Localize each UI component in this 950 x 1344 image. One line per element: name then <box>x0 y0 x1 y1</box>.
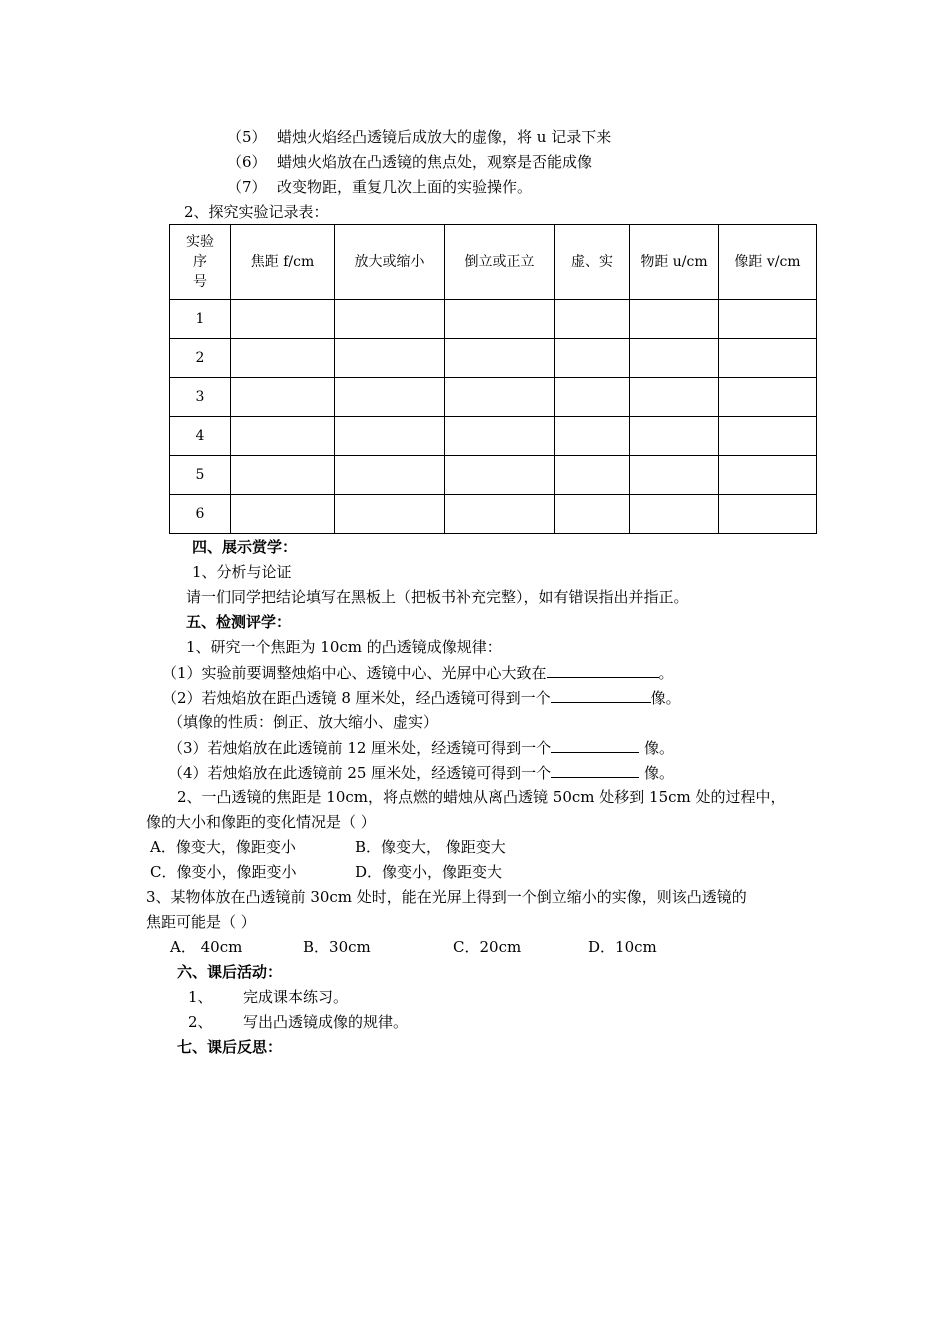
header-image-distance: 像距 v/cm <box>719 225 817 300</box>
header-inverted-or-upright: 倒立或正立 <box>445 225 555 300</box>
table-cell[interactable] <box>630 456 719 495</box>
table-row <box>170 300 817 339</box>
table-cell[interactable] <box>555 495 630 534</box>
q1-part-4: （4）若烛焰放在此透镜前 25 厘米处，经透镜可得到一个 像。 <box>168 764 674 782</box>
step-number: （7） <box>227 178 267 196</box>
table-cell[interactable] <box>630 300 719 339</box>
table-cell[interactable] <box>555 300 630 339</box>
answer-blank[interactable] <box>551 687 651 703</box>
row-number: 6 <box>170 495 231 534</box>
table-cell[interactable] <box>445 339 555 378</box>
row-number: 3 <box>170 378 231 417</box>
table-cell[interactable] <box>231 339 335 378</box>
section-7-title: 七、课后反思： <box>177 1038 283 1056</box>
table-cell[interactable] <box>335 456 445 495</box>
table-cell[interactable] <box>231 300 335 339</box>
q3-line-2: 焦距可能是（ ） <box>146 913 256 931</box>
table-cell[interactable] <box>719 456 817 495</box>
table-row <box>170 495 817 534</box>
q3-options <box>170 937 657 957</box>
option-a[interactable]: A．像变大，像距变小 <box>150 838 296 856</box>
table-cell[interactable] <box>719 495 817 534</box>
step-number: （6） <box>227 153 267 171</box>
header-trial-number: 实验 序 号 <box>170 225 231 300</box>
table-cell[interactable] <box>719 378 817 417</box>
table-cell[interactable] <box>231 456 335 495</box>
table-header-row <box>170 225 817 300</box>
section-4-item-1: 1、分析与论证 <box>192 563 292 581</box>
table-row <box>170 456 817 495</box>
table-cell[interactable] <box>445 378 555 417</box>
step-6 <box>227 152 592 172</box>
table-cell[interactable] <box>630 495 719 534</box>
section-6-item-1: 1、 完成课本练习。 <box>188 988 349 1006</box>
option-c[interactable]: C．像变小，像距变小 <box>150 863 297 881</box>
q1-part-2: （2）若烛焰放在距凸透镜 8 厘米处，经凸透镜可得到一个 像。 <box>162 689 681 707</box>
table-title: 2、探究实验记录表： <box>184 203 329 221</box>
table-cell[interactable] <box>335 495 445 534</box>
answer-blank[interactable] <box>551 762 639 778</box>
q1-part-2-note: （填像的性质：倒正、放大缩小、虚实） <box>168 713 439 731</box>
section-6-item-2: 2、 写出凸透镜成像的规律。 <box>188 1013 409 1031</box>
answer-blank[interactable] <box>551 737 639 753</box>
table-cell[interactable] <box>630 378 719 417</box>
table-cell[interactable] <box>231 417 335 456</box>
option-c[interactable]: C．20cm <box>453 938 522 956</box>
option-d[interactable]: D．10cm <box>588 938 657 956</box>
step-text: 蜡烛火焰经凸透镜后成放大的虚像，将 u 记录下来 <box>277 128 612 146</box>
option-b[interactable]: B．30cm <box>303 938 371 956</box>
section-4-text: 请一们同学把结论填写在黑板上（把板书补充完整），如有错误指出并指正。 <box>186 588 689 606</box>
q1-part-3: （3）若烛焰放在此透镜前 12 厘米处，经透镜可得到一个 像。 <box>168 739 674 757</box>
table-row <box>170 417 817 456</box>
table-cell[interactable] <box>445 456 555 495</box>
table-row <box>170 339 817 378</box>
q1-stem: 1、研究一个焦距为 10cm 的凸透镜成像规律： <box>186 638 502 656</box>
table-cell[interactable] <box>335 417 445 456</box>
row-number: 5 <box>170 456 231 495</box>
table-cell[interactable] <box>445 417 555 456</box>
answer-blank[interactable] <box>547 662 659 678</box>
table-cell[interactable] <box>335 339 445 378</box>
header-object-distance: 物距 u/cm <box>630 225 719 300</box>
row-number: 2 <box>170 339 231 378</box>
option-d[interactable]: D．像变小，像距变大 <box>355 863 503 881</box>
table-cell[interactable] <box>335 378 445 417</box>
q1-part-1: （1）实验前要调整烛焰中心、透镜中心、光屏中心大致在 。 <box>162 664 674 682</box>
q2-options-cd <box>150 862 502 882</box>
section-6-title: 六、课后活动： <box>177 963 283 981</box>
option-a[interactable]: A． 40cm <box>170 938 243 956</box>
table-cell[interactable] <box>555 456 630 495</box>
table-cell[interactable] <box>719 417 817 456</box>
table-cell[interactable] <box>445 495 555 534</box>
table-cell[interactable] <box>231 378 335 417</box>
table-cell[interactable] <box>719 339 817 378</box>
step-text: 蜡烛火焰放在凸透镜的焦点处，观察是否能成像 <box>277 153 593 171</box>
header-virtual-or-real: 虚、实 <box>555 225 630 300</box>
table-cell[interactable] <box>231 495 335 534</box>
step-5 <box>227 127 611 147</box>
table-cell[interactable] <box>555 378 630 417</box>
section-4-title: 四、展示赏学： <box>192 538 298 556</box>
step-text: 改变物距，重复几次上面的实验操作。 <box>277 178 533 196</box>
table-cell[interactable] <box>630 417 719 456</box>
q2-options-ab <box>150 837 506 857</box>
q3-line-1: 3、某物体放在凸透镜前 30cm 处时，能在光屏上得到一个倒立缩小的实像，则该凸透镜的 <box>146 888 747 906</box>
table-cell[interactable] <box>555 339 630 378</box>
header-magnified-or-reduced: 放大或缩小 <box>335 225 445 300</box>
table-row <box>170 378 817 417</box>
table-cell[interactable] <box>555 417 630 456</box>
table-cell[interactable] <box>445 300 555 339</box>
header-focal-length: 焦距 f/cm <box>231 225 335 300</box>
table-cell[interactable] <box>630 339 719 378</box>
experiment-record-table <box>169 224 817 534</box>
section-5-title: 五、检测评学： <box>186 613 292 631</box>
q2-line-2: 像的大小和像距的变化情况是（ ） <box>146 813 376 831</box>
row-number: 4 <box>170 417 231 456</box>
row-number: 1 <box>170 300 231 339</box>
step-number: （5） <box>227 128 267 146</box>
q2-line-1: 2、一凸透镜的焦距是 10cm，将点燃的蜡烛从离凸透镜 50cm 处移到 15cm 处的过程中， <box>177 788 786 806</box>
table-cell[interactable] <box>719 300 817 339</box>
table-cell[interactable] <box>335 300 445 339</box>
step-7 <box>227 177 532 197</box>
option-b[interactable]: B．像变大， 像距变大 <box>355 838 506 856</box>
